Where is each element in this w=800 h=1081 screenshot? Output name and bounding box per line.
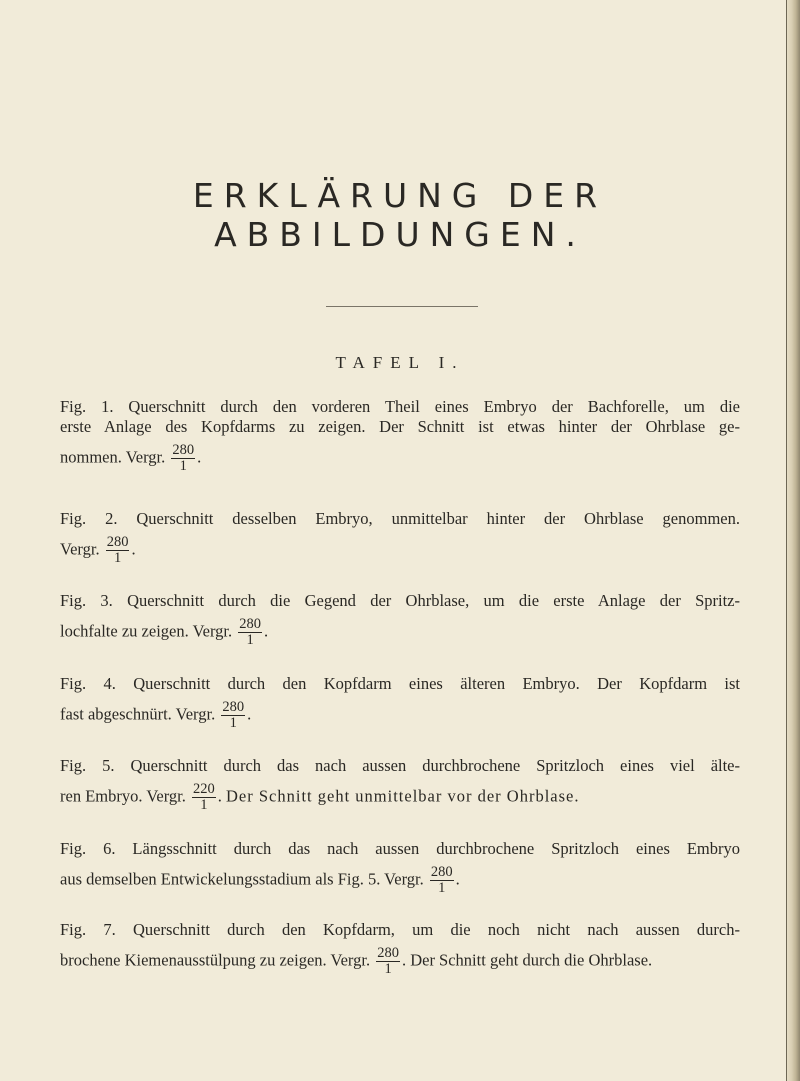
figure-caption-4 [60, 674, 740, 731]
caption-line: Vergr. $\frac{280}{1}$ . [60, 534, 136, 566]
magnification-fraction: $\frac{280}{1}$ [377, 945, 399, 977]
magnification-label: Vergr. [330, 950, 371, 970]
magnification-label: Vergr. [125, 447, 166, 467]
heading-rule [326, 306, 478, 307]
magnification-fraction: $\frac{280}{1}$ [172, 442, 195, 474]
caption-line: Fig. 2. Querschnitt desselben Embryo, unmittelbar hinter der Ohrblase genommen. [60, 509, 740, 528]
magnification-fraction: $\frac{280}{1}$ [239, 616, 262, 648]
figure-caption-2 [60, 509, 740, 566]
figure-caption-6 [60, 839, 740, 896]
caption-line: aus demselben Entwickelungsstadium als Fig. 5. Vergr. $\frac{280}{1}$ . [60, 864, 460, 896]
caption-line: Fig. 1. Querschnitt durch den vorderen Theil eines Embryo der Bachforelle, um die [60, 397, 740, 416]
caption-line: fast abgeschnürt. Vergr. $\frac{280}{1}$ . [60, 699, 252, 731]
magnification-label: Vergr. [146, 786, 186, 806]
magnification-label: Vergr. [192, 621, 233, 641]
caption-line: brochene Kiemenausstülpung zu zeigen. Vergr. $\frac{280}{1}$ . Der Schnitt geht durch die Ohrblase. [60, 945, 653, 977]
tafel-title: TAFEL I. [335, 353, 465, 372]
caption-line: Fig. 3. Querschnitt durch die Gegend der Ohrblase, um die erste Anlage der Spritz- [60, 591, 740, 610]
caption-line: Fig. 4. Querschnitt durch den Kopfdarm eines älteren Embryo. Der Kopfdarm ist [60, 674, 740, 693]
caption-line: Fig. 7. Querschnitt durch den Kopfdarm, um die noch nicht nach aussen durch- [60, 920, 740, 939]
caption-line: erste Anlage des Kopfdarms zu zeigen. Der Schnitt ist etwas hinter der Ohrblase ge- [60, 417, 740, 436]
figure-caption-5 [60, 756, 740, 813]
magnification-label: Vergr. [384, 869, 424, 889]
figure-caption-7 [60, 920, 740, 977]
page-heading: ERKLÄRUNG DER ABBILDUNGEN. [192, 176, 608, 254]
caption-line: nommen. Vergr. $\frac{280}{1}$ . [60, 442, 202, 474]
caption-line: lochfalte zu zeigen. Vergr. $\frac{280}{1}$ . [60, 616, 269, 648]
magnification-label: Vergr. [60, 539, 100, 559]
figure-caption-1 [60, 397, 740, 474]
caption-line: Fig. 6. Längsschnitt durch das nach aussen durchbrochene Spritzloch eines Embryo [60, 839, 740, 858]
page-edge-line [786, 0, 787, 1081]
caption-line: ren Embryo. Vergr. $\frac{220}{1}$ . Der Schnitt geht unmittelbar vor der Ohrblase. [60, 781, 580, 813]
magnification-fraction: $\frac{280}{1}$ [106, 534, 129, 566]
caption-line: Fig. 5. Querschnitt durch das nach aussen durchbrochene Spritzloch eines viel älte- [60, 756, 740, 775]
magnification-fraction: $\frac{220}{1}$ [193, 781, 215, 813]
figure-caption-3 [60, 591, 740, 648]
magnification-label: Vergr. [175, 704, 216, 724]
magnification-fraction: $\frac{280}{1}$ [222, 699, 245, 731]
magnification-fraction: $\frac{280}{1}$ [430, 864, 453, 896]
page-edge [786, 0, 800, 1081]
